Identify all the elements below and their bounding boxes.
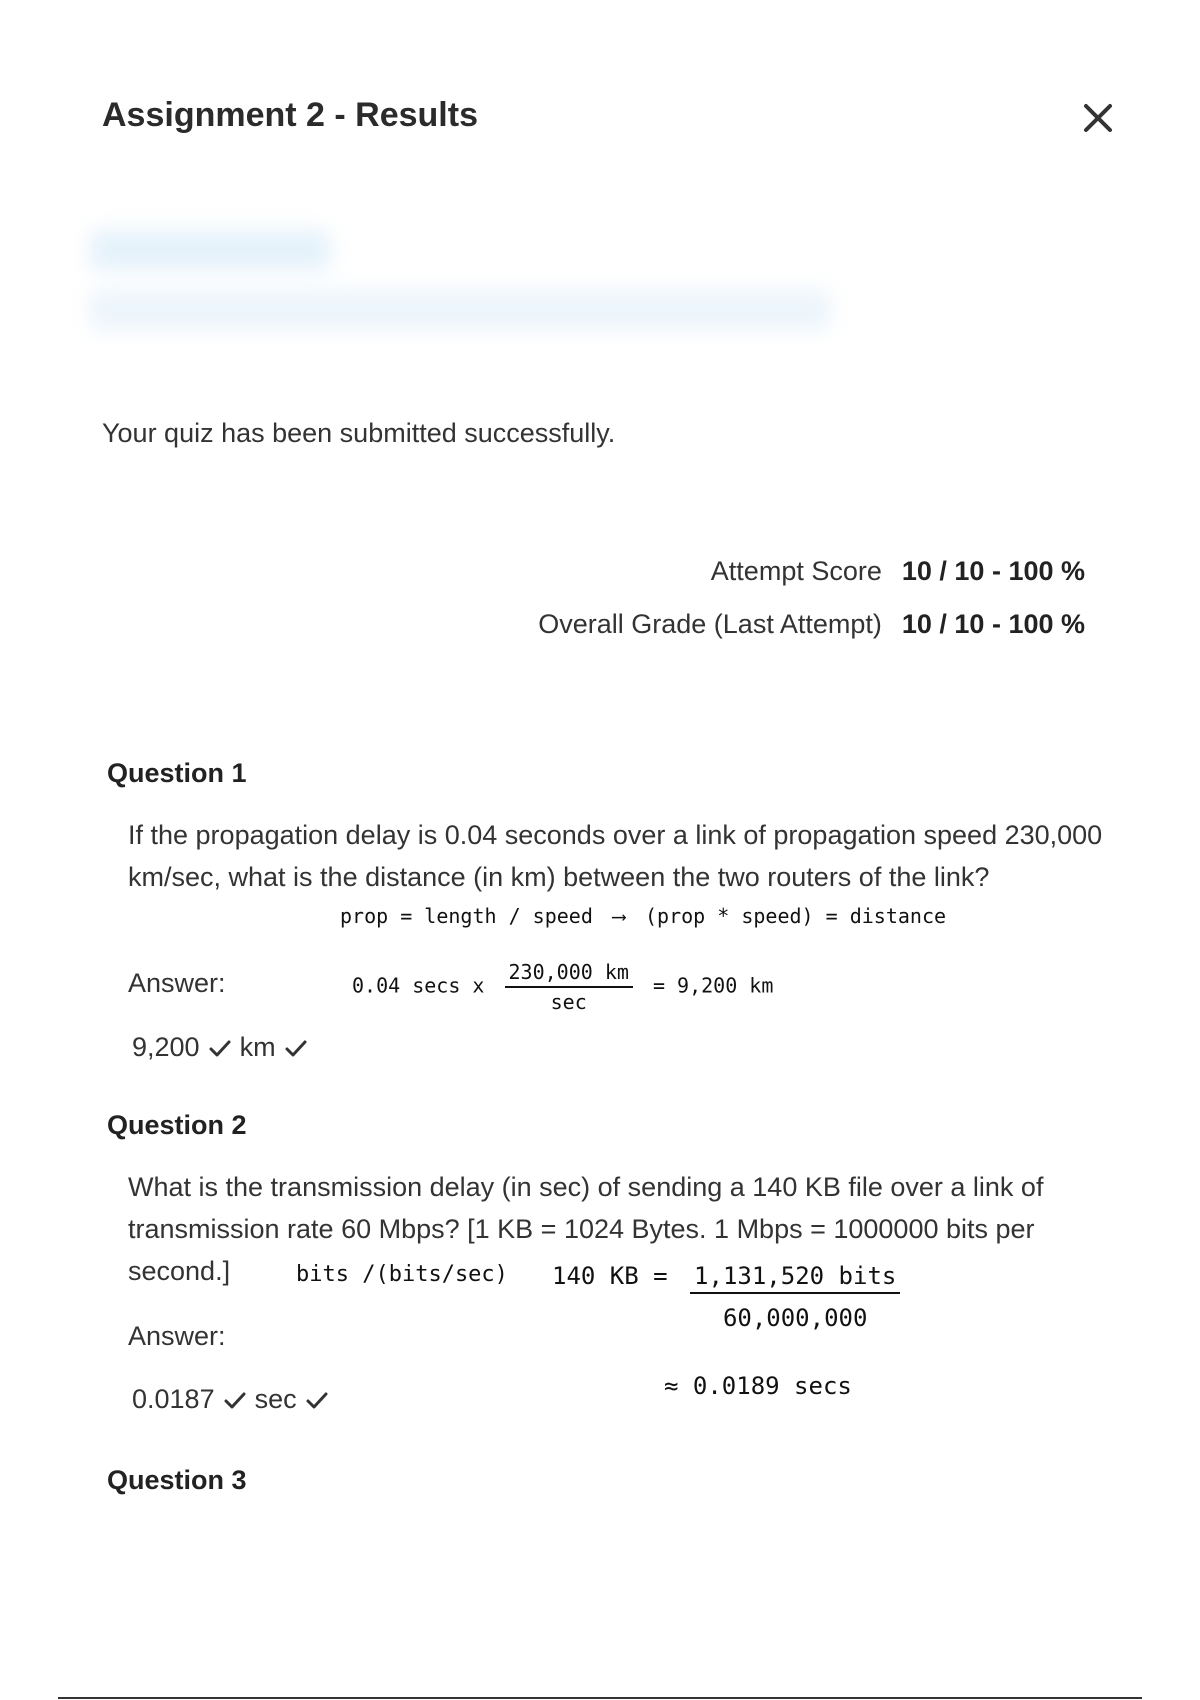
check-icon: [223, 1388, 247, 1412]
question-1-text: If the propagation delay is 0.04 seconds over a link of propagation speed 230,000 km/sec, what is the distance (in km) between the two routers of the link?: [128, 820, 1103, 892]
redacted-area: [90, 220, 840, 340]
question-2-answer: [132, 1384, 329, 1415]
q2-note-kb: 140 KB = $\frac{\text{1,131,520 bits}}{60,000,000}$: [552, 1262, 900, 1332]
q1-note-formula: prop = length / speed ⟶ (prop * speed) = distance: [340, 904, 947, 928]
question-2-answer-label: Answer:: [128, 1321, 226, 1351]
check-icon: [305, 1388, 329, 1412]
question-1-answer-label: Answer:: [128, 968, 226, 998]
submission-message: Your quiz has been submitted successfully.: [102, 418, 616, 448]
q2-note-formula: bits /(bits/sec): [296, 1262, 508, 1287]
divider: [58, 1697, 1142, 1699]
page-title: Assignment 2 - Results: [102, 96, 478, 134]
attempt-score-label: Attempt Score: [710, 556, 882, 586]
question-2-answer-value: 0.0187: [132, 1384, 215, 1414]
overall-grade-row: [538, 609, 1085, 640]
question-1-answer-unit: km: [239, 1032, 276, 1062]
question-1-answer-value: 9,200: [132, 1032, 200, 1062]
check-icon: [284, 1036, 308, 1060]
question-1-answer: [132, 1032, 308, 1063]
question-3-heading: Question 3: [107, 1465, 247, 1495]
q2-note-result: ≈ 0.0189 secs: [664, 1372, 852, 1400]
attempt-score-row: [711, 556, 1085, 587]
close-icon[interactable]: [1080, 100, 1116, 136]
question-2-heading: Question 2: [107, 1110, 247, 1140]
question-2-answer-unit: sec: [254, 1384, 297, 1414]
overall-grade-label: Overall Grade (Last Attempt): [538, 609, 882, 639]
question-2-text: What is the transmission delay (in sec) of sending a 140 KB file over a link of transmission rate 60 Mbps? [1 KB = 1024 Bytes. 1 Mbps = 1000000 bits per second.]: [128, 1172, 1044, 1286]
q1-note-calc: 0.04 secs x $\frac{230,000 km}{\sec}$ = 9,200 km: [352, 960, 774, 1014]
check-icon: [208, 1036, 232, 1060]
question-1-heading: Question 1: [107, 758, 247, 788]
overall-grade-value: 10 / 10 - 100 %: [901, 609, 1085, 639]
attempt-score-value: 10 / 10 - 100 %: [901, 556, 1085, 586]
